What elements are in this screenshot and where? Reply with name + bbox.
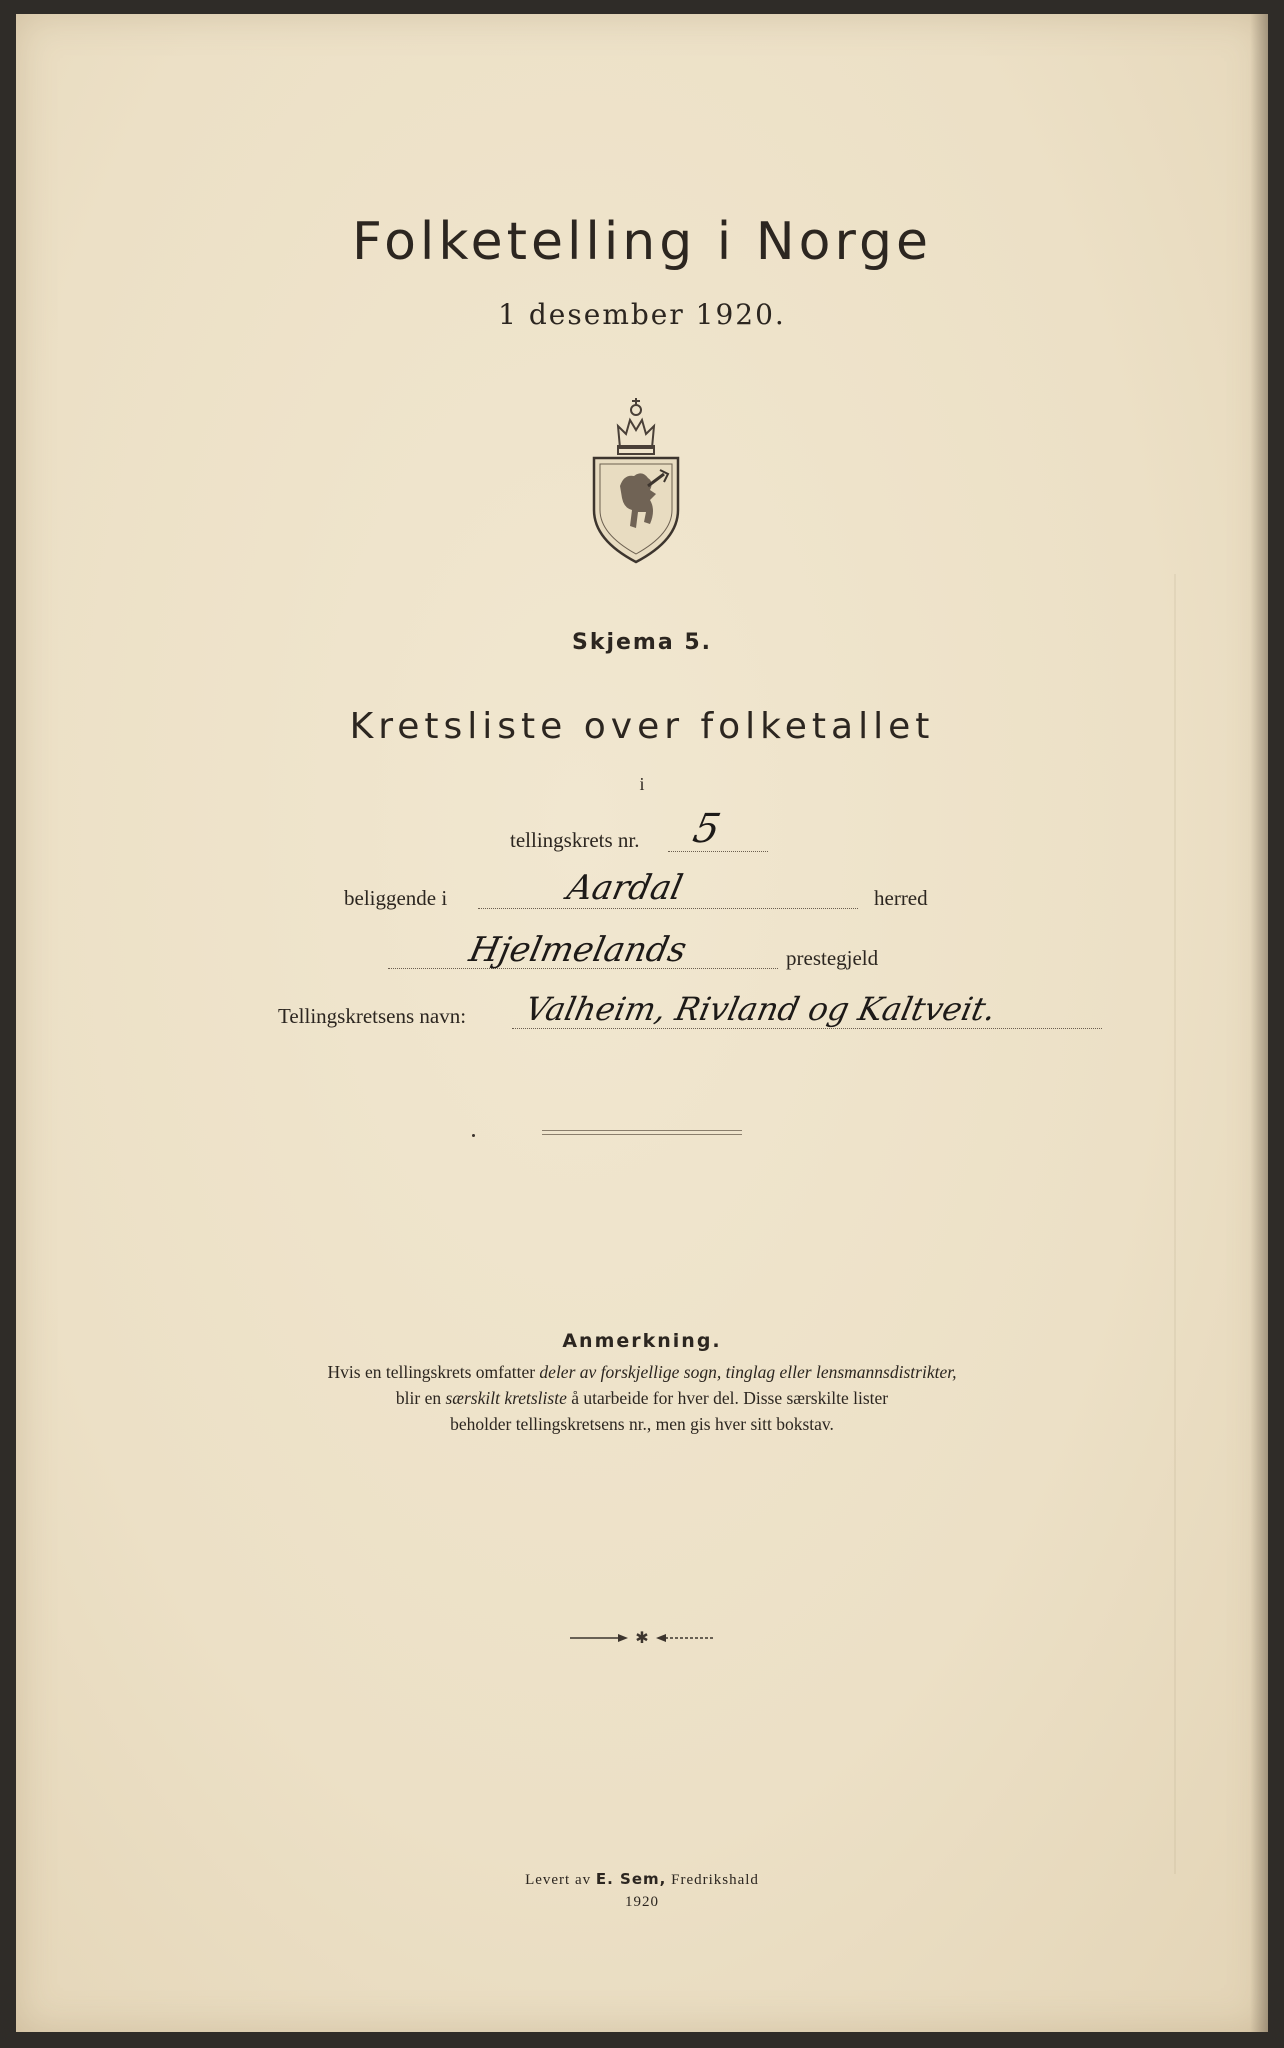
preposition-i: i [639,774,645,794]
divider-rule [542,1130,742,1135]
herred-dotline [478,908,858,909]
census-date: 1 desember 1920. [498,298,786,331]
krets-dotline [668,851,768,852]
printer-credit: Levert av E. Sem, Fredrikshald [525,1870,759,1888]
herred-suffix: herred [874,886,928,910]
prestegjeld-value: Hjelmelands [465,930,691,970]
print-year: 1920 [625,1894,659,1910]
note-line-2: blir en særskilt kretsliste å utarbeide for hver del. Disse særskilte lister [395,1388,889,1408]
note-line-1: Hvis en tellingskrets omfatter deler av forskjellige sogn, tinglag eller lensmannsdistrikter, [327,1362,957,1382]
note-title: Anmerkning. [562,1330,722,1352]
herred-value: Aardal [563,868,687,908]
ornament-divider-icon [568,1630,716,1646]
ink-speck [472,1134,475,1137]
note-line-3: beholder tellingskretsens nr., men gis hver sitt bokstav. [450,1414,834,1434]
krets-label: tellingskrets nr. [510,828,640,852]
schema-number: Skjema 5. [571,630,713,655]
norwegian-coat-of-arms-icon [590,390,682,565]
krets-value: 5 [689,806,725,852]
svg-text:✱: ✱ [635,1630,649,1646]
navn-label: Tellingskretsens navn: [278,1004,467,1028]
form-heading: Kretsliste over folketallet [349,706,935,747]
document-title: Folketelling i Norge [352,212,932,272]
navn-dotline [512,1028,1102,1029]
herred-prefix: beliggende i [344,886,448,910]
prestegjeld-suffix: prestegjeld [786,946,879,970]
paper-fold [1174,574,1176,1874]
navn-value: Valheim, Rivland og Kaltveit. [521,990,1000,1028]
